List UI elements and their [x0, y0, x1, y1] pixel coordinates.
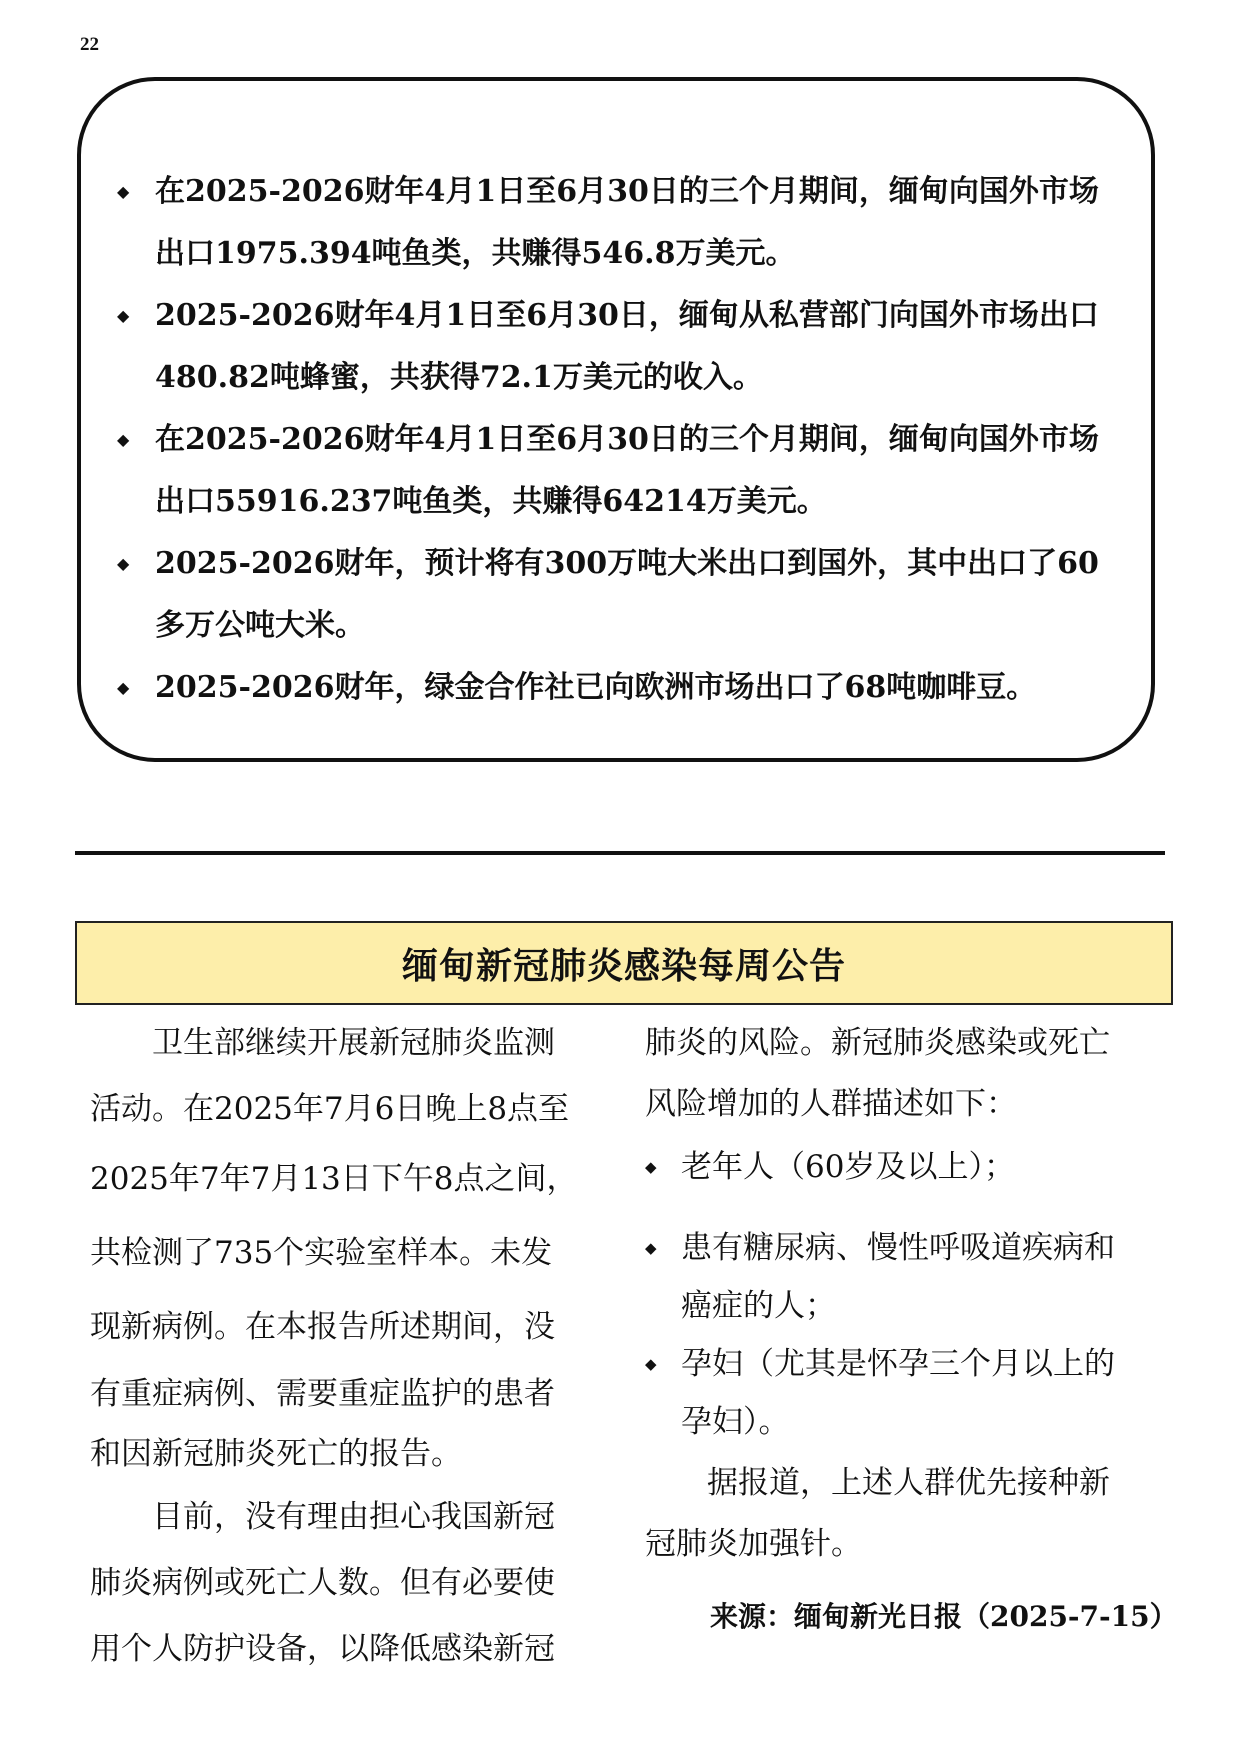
diamond-bullet-icon: ◆: [117, 306, 130, 325]
export-item-line: 2025-2026财年，预计将有300万吨大米出口到国外，其中出口了60: [155, 546, 1099, 581]
article-line: 现新病例。在本报告所述期间，没: [90, 1309, 555, 1345]
export-item-line: 在2025-2026财年4月1日至6月30日的三个月期间，缅甸向国外市场: [155, 174, 1099, 209]
export-item: [117, 657, 1137, 719]
page-number: 22: [80, 34, 99, 55]
article-line: 风险增加的人群描述如下：: [645, 1086, 1017, 1122]
article-line: 共检测了735个实验室样本。未发: [90, 1235, 553, 1271]
export-item: [117, 161, 1137, 285]
export-item-line: 出口55916.237吨鱼类，共赚得64214万美元。: [155, 484, 827, 519]
article-left-column: [90, 1010, 610, 1682]
export-highlights-box: [77, 77, 1155, 762]
export-item-line: 在2025-2026财年4月1日至6月30日的三个月期间，缅甸向国外市场: [155, 422, 1099, 457]
export-item: [117, 533, 1137, 657]
risk-group-line: 孕妇）。: [681, 1404, 790, 1440]
export-item-line: 多万公吨大米。: [155, 608, 365, 643]
article-line: 肺炎病例或死亡人数。但有必要使: [90, 1565, 555, 1601]
diamond-bullet-icon: ◆: [645, 1158, 657, 1176]
risk-group-line: 老年人（60岁及以上）；: [681, 1149, 1015, 1185]
export-item: [117, 285, 1137, 409]
diamond-bullet-icon: ◆: [117, 430, 130, 449]
risk-group-list: [645, 1132, 1165, 1450]
article-line: 活动。在2025年7月6日晚上8点至: [90, 1091, 570, 1127]
article-line: 卫生部继续开展新冠肺炎监测: [90, 1025, 555, 1061]
section-divider: [75, 851, 1165, 855]
risk-group-line: 癌症的人；: [681, 1288, 836, 1324]
export-item: [117, 409, 1137, 533]
article-source: 来源：缅甸新光日报（2025-7-15）: [710, 1600, 1178, 1633]
risk-group-line: 患有糖尿病、慢性呼吸道疾病和: [681, 1230, 1115, 1266]
export-item-line: 2025-2026财年4月1日至6月30日，缅甸从私营部门向国外市场出口: [155, 298, 1099, 333]
diamond-bullet-icon: ◆: [117, 678, 130, 697]
article-title-banner: [75, 921, 1173, 1005]
article-line: 有重症病例、需要重症监护的患者: [90, 1376, 555, 1412]
article-line: 2025年7年7月13日下午8点之间，: [90, 1161, 578, 1197]
article-line: 肺炎的风险。新冠肺炎感染或死亡: [645, 1025, 1110, 1061]
article-line: 据报道，上述人群优先接种新: [645, 1465, 1110, 1501]
risk-group-item: [645, 1218, 1165, 1334]
export-item-line: 480.82吨蜂蜜，共获得72.1万美元的收入。: [155, 360, 763, 395]
risk-group-item: [645, 1132, 1165, 1202]
diamond-bullet-icon: ◆: [117, 554, 130, 573]
diamond-bullet-icon: ◆: [117, 182, 130, 201]
export-highlights-list: [117, 161, 1137, 719]
article-title: 缅甸新冠肺炎感染每周公告: [401, 944, 846, 987]
export-item-line: 2025-2026财年，绿金合作社已向欧洲市场出口了68吨咖啡豆。: [155, 670, 1037, 705]
diamond-bullet-icon: ◆: [645, 1355, 657, 1373]
risk-group-item: [645, 1334, 1165, 1450]
article-line: 用个人防护设备，以降低感染新冠: [90, 1631, 555, 1667]
risk-group-line: 孕妇（尤其是怀孕三个月以上的: [681, 1346, 1115, 1382]
article-line: 目前，没有理由担心我国新冠: [90, 1499, 555, 1535]
article-right-column: [645, 1010, 1165, 1572]
article-line: 和因新冠肺炎死亡的报告。: [90, 1436, 462, 1472]
article-line: 冠肺炎加强针。: [645, 1526, 862, 1562]
export-item-line: 出口1975.394吨鱼类，共赚得546.8万美元。: [155, 236, 796, 271]
diamond-bullet-icon: ◆: [645, 1239, 657, 1257]
